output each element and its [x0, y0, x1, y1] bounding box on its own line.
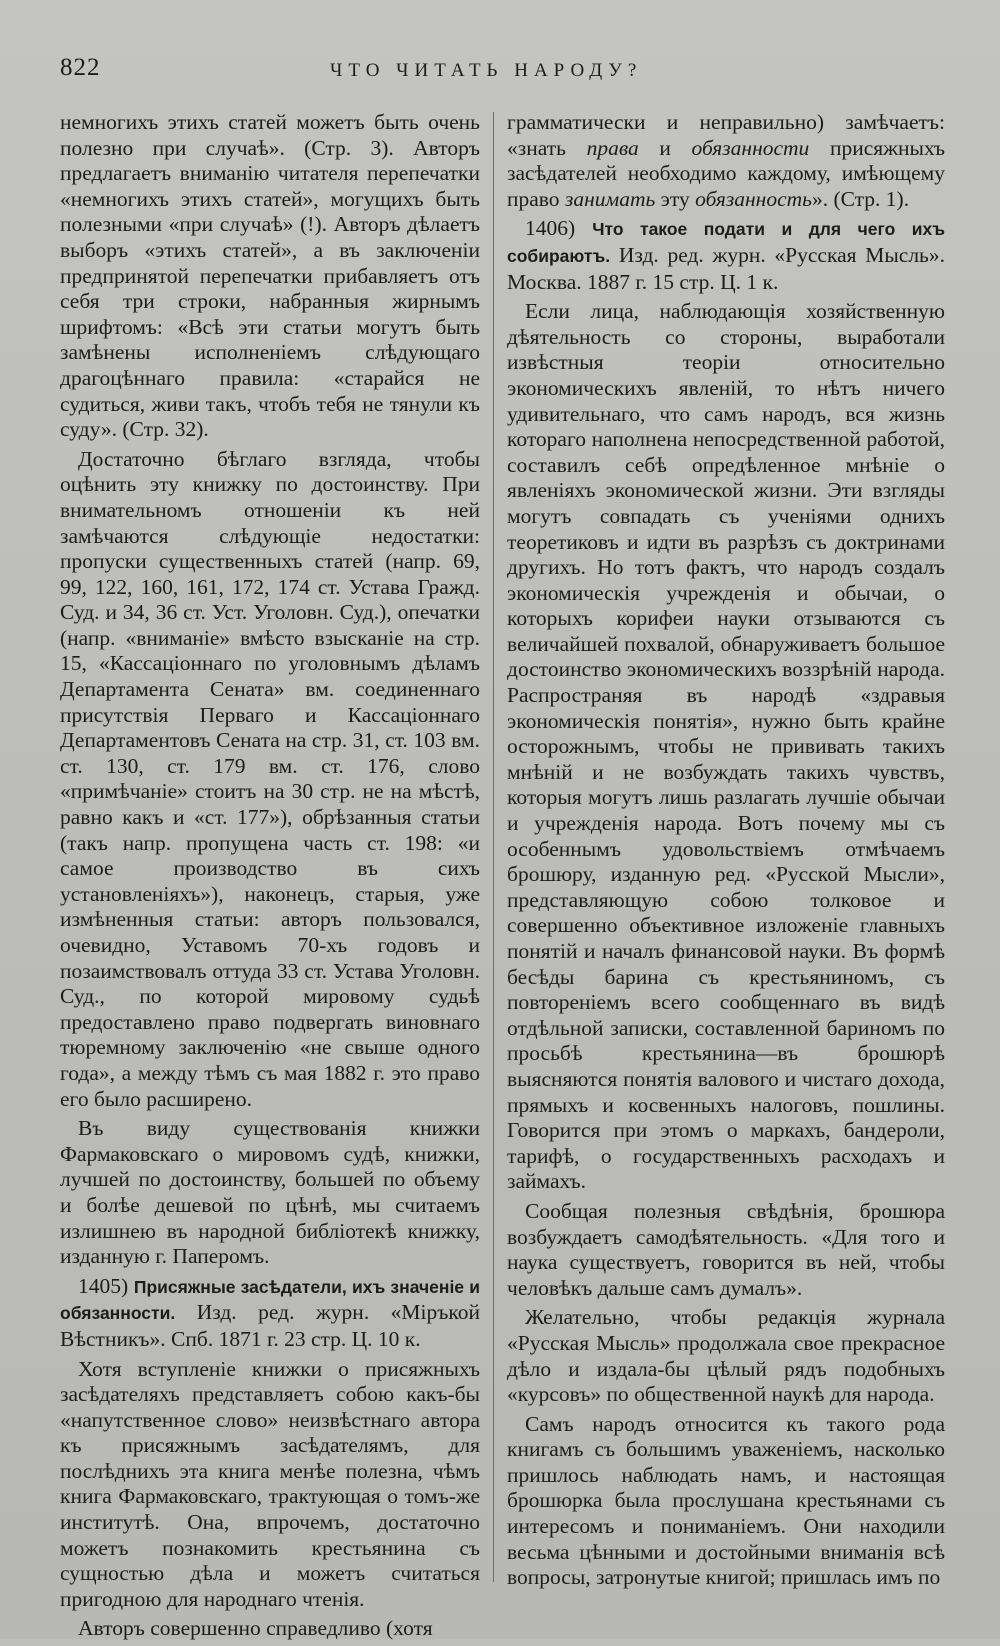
text-run: и — [638, 135, 692, 160]
text-run: присяжныхъ засѣдателей необходимо каждому, имѣющему право — [507, 135, 945, 211]
entry-imprint: Изд. ред. журн. «Русская Мысль». Москва. 1887 г. 15 стр. Ц. 1 к. — [507, 242, 945, 294]
text-run: эту — [655, 186, 696, 211]
entry-number: 1406) — [525, 216, 576, 241]
page-header — [60, 54, 960, 94]
running-title: ЧТО ЧИТАТЬ НАРОДУ? — [330, 60, 643, 81]
paragraph: Если лица, наблюдающія хозяйственную дѣятельность со стороны, выработали извѣстныя теоріи относительно экономическихъ явленій, то нѣтъ ничего удивительнаго, что самъ народъ, вся жизнь котораго наполнена непосредственной работой, составилъ себѣ опредѣленное мнѣніе о явленіяхъ экономической жизни. Эти взгляды могутъ совпадать съ ученіями однихъ теоретиковъ и идти въ разрѣзъ съ доктринами другихъ. Но тотъ фактъ, что народъ создалъ экономическія учрежденія и обычаи, о которыхъ корифеи науки отзываются съ величайшей похвалой, обнаруживаетъ большое достоинство экономическихъ воззрѣній народа. Распространяя въ народѣ «здравыя экономическія понятія», нужно быть крайне осторожнымъ, чтобы не прививать такихъ мнѣній и не возбуждать такихъ чувствъ, которыя могутъ лишь разлагать лучшіе обычаи и учрежденія народа. Вотъ почему мы съ особеннымъ удовольствіемъ отмѣчаемъ брошюру, изданную ред. «Русской Мысли», представляющую собою толковое и совершенно объективное изложеніе главныхъ понятій и началъ финансовой науки. Въ формѣ бесѣды барина съ крестьяниномъ, съ повтореніемъ всего сообщеннаго въ видѣ отдѣльной записки, составленной бариномъ по просьбѣ крестьянина—въ брошюрѣ выясняются понятія валового и чистаго дохода, прямыхъ и косвенныхъ налоговъ, пошлины. Говорится при этомъ о маркахъ, бандероли, тарифѣ, о государственныхъ расходахъ и займахъ. — [507, 299, 945, 1194]
entry-number: 1405) — [78, 1273, 129, 1298]
paragraph: Хотя вступленіе книжки о присяжныхъ засѣдателяхъ представляетъ собою какъ-бы «напутственное слово» неизвѣстнаго автора къ присяжнымъ засѣдателямъ, для послѣднихъ эта книга менѣе полезна, чѣмъ книга Фармаковскаго, трактующая о томъ-же институтѣ. Она, впрочемъ, достаточно можетъ познакомить крестьянина съ сущностью дѣла и можетъ считаться пригодною для народнаго чтенія. — [60, 1356, 480, 1611]
entry-title: Что такое подати и для чего ихъ собираютъ. — [507, 219, 945, 266]
entry-title: Присяжные засѣдатели, ихъ значеніе и обязанности. — [60, 1276, 480, 1324]
paragraph: Желательно, чтобы редакція журнала «Русская Мысль» продолжала свое прекрасное дѣло и издала-бы цѣлый рядъ подобныхъ «курсовъ» по общественной наукѣ для народа. — [507, 1305, 945, 1407]
text-run: грамматически и неправильно) замѣчаетъ: «знать — [507, 110, 945, 160]
paragraph: Въ виду существованія книжки Фармаковскаго о мировомъ судѣ, книжки, лучшей по достоинству, большей по объему и болѣе дешевой по цѣнѣ, мы считаемъ излишнею въ народной библіотекѣ книжку, изданную г. Паперомъ. — [60, 1116, 480, 1269]
entry-1405 — [60, 1274, 480, 1353]
left-column — [60, 110, 480, 1646]
entry-imprint: Изд. ред. журн. «Міръкой Вѣстникъ». Спб. 1871 г. 23 стр. Ц. 10 к. — [60, 1300, 481, 1351]
paragraph: Авторъ совершенно справедливо (хотя — [78, 1616, 433, 1641]
paragraph: немногихъ этихъ статей можетъ быть очень полезно при случаѣ». (Стр. 3). Авторъ предлагаетъ вниманію читателя перепечатки «немногихъ этихъ статей», могущихъ быть полезными «при случаѣ» (!). Авторъ дѣлаетъ выборъ «этихъ статей», а въ заключеніи предпринятой перепечатки прибавляетъ отъ себя три строки, набранныя жирнымъ шрифтомъ: «Всѣ эти статьи могутъ быть замѣнены исполненіемъ слѣдующаго драгоцѣннаго правила: «старайся не судиться, живи такъ, чтобъ тебя не тянули къ суду». (Стр. 32). — [60, 110, 480, 442]
right-column — [507, 110, 945, 1595]
emphasis: права — [586, 135, 639, 160]
emphasis: обязанность — [695, 186, 812, 211]
entry-1406 — [507, 216, 945, 295]
paragraph: Самъ народъ относится къ такого рода книгамъ съ большимъ уваженіемъ, насколько пришлось наблюдать намъ, и настоящая брошюрка была прослушана крестьянами съ интересомъ и пониманіемъ. Они находили весьма цѣнными и достойными вниманія всѣ вопросы, затронутые книгой; пришлась имъ по — [507, 1411, 945, 1590]
paragraph — [507, 110, 945, 212]
emphasis: занимать — [564, 186, 656, 211]
text-run: ». (Стр. 1). — [811, 186, 910, 211]
page-number: 822 — [60, 54, 101, 81]
paragraph: Сообщая полезныя свѣдѣнія, брошюра возбуждаетъ самодѣятельность. «Для того и наука существуетъ, говорится въ ней, чтобы человѣкъ дальше самъ думалъ». — [507, 1198, 945, 1300]
column-divider — [493, 112, 494, 1582]
emphasis: обязанности — [691, 135, 810, 160]
paragraph: Достаточно бѣглаго взгляда, чтобы оцѣнить эту книжку по достоинству. При внимательномъ отношеніи къ ней замѣчаются слѣдующіе недостатки: пропуски существенныхъ статей (напр. 69, 99, 122, 160, 161, 172, 174 ст. Устава Гражд. Суд. и 34, 36 ст. Уст. Уголовн. Суд.), опечатки (напр. «вниманіе» вмѣсто взысканіе на стр. 15, «Кассаціоннаго по уголовнымъ дѣламъ Департамента Сената» вм. соединеннаго присутствія Перваго и Кассаціоннаго Департаментовъ Сената на стр. 31, ст. 103 вм. ст. 130, ст. 179 вм. ст. 176, слово «примѣчаніе» стоитъ на 30 стр. не на мѣстѣ, равно какъ и «ст. 177»), обрѣзанныя статьи (такъ напр. пропущена часть ст. 198: «и самое производство въ сихъ установленіяхъ»), наконецъ, старыя, уже измѣненныя статьи: авторъ пользовался, очевидно, Уставомъ 70-хъ годовъ и позаимствовалъ оттуда 33 ст. Устава Уголовн. Суд., по которой мировому судьѣ предоставлено право подвергать виновнаго тюремному заключенію «не свыше одного года», а между тѣмъ съ мая 1882 г. это право его было расширено. — [60, 446, 480, 1111]
